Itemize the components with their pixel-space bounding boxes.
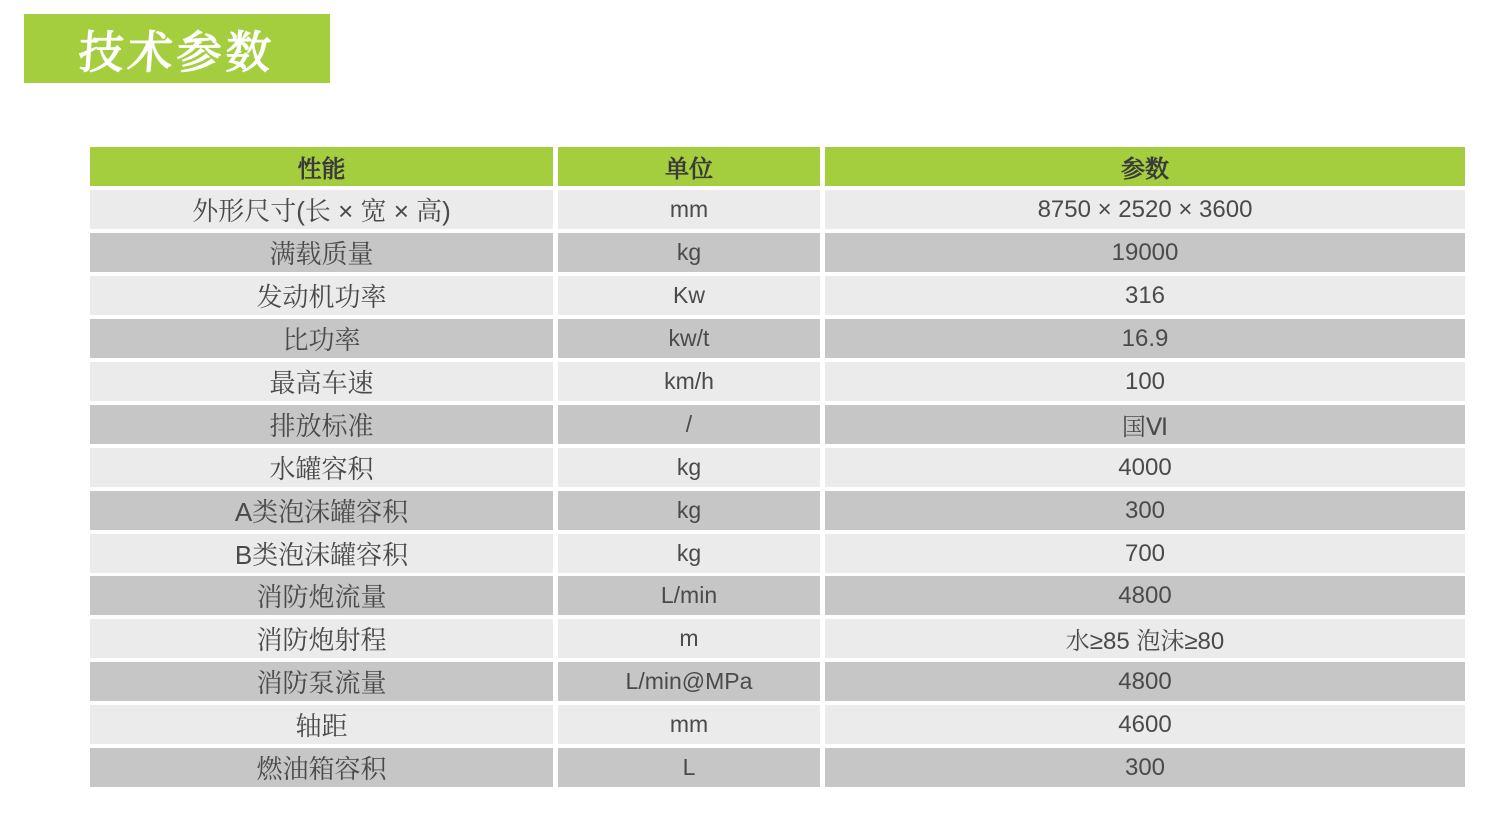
row-value-cell: 19000 [825, 233, 1465, 272]
row-unit-cell: kg [558, 233, 820, 272]
row-value-cell: 300 [825, 491, 1465, 530]
row-name-cell: 消防炮射程 [90, 619, 553, 658]
row-name-cell: 排放标准 [90, 405, 553, 444]
column-header-unit: 单位 [558, 147, 820, 186]
row-value-cell: 8750 × 2520 × 3600 [825, 190, 1465, 229]
row-name-cell: A类泡沫罐容积 [90, 491, 553, 530]
row-unit-cell: kg [558, 491, 820, 530]
row-value-cell: 国Ⅵ [825, 405, 1465, 444]
row-name-cell: 发动机功率 [90, 276, 553, 315]
row-value-cell: 水≥85 泡沫≥80 [825, 619, 1465, 658]
row-unit-cell: kw/t [558, 319, 820, 358]
row-value-cell: 4800 [825, 662, 1465, 701]
row-unit-cell: mm [558, 190, 820, 229]
row-unit-cell: kg [558, 448, 820, 487]
row-unit-cell: m [558, 619, 820, 658]
column-header-parameter: 参数 [825, 147, 1465, 186]
row-unit-cell: kg [558, 534, 820, 573]
spec-table-section-1 [90, 147, 1465, 573]
row-name-cell: 最高车速 [90, 362, 553, 401]
row-unit-cell: mm [558, 705, 820, 744]
row-name-cell: 水罐容积 [90, 448, 553, 487]
page-title: 技术参数 [76, 27, 277, 78]
row-value-cell: 700 [825, 534, 1465, 573]
row-value-cell: 4600 [825, 705, 1465, 744]
spec-table-section-2 [90, 576, 1465, 787]
row-value-cell: 4000 [825, 448, 1465, 487]
row-name-cell: 外形尺寸(长 × 宽 × 高) [90, 190, 553, 229]
row-name-cell: 轴距 [90, 705, 553, 744]
row-value-cell: 4800 [825, 576, 1465, 615]
column-header-performance: 性能 [90, 147, 553, 186]
title-block [24, 14, 330, 83]
row-value-cell: 100 [825, 362, 1465, 401]
row-name-cell: 消防泵流量 [90, 662, 553, 701]
row-unit-cell: L/min@MPa [558, 662, 820, 701]
row-name-cell: 燃油箱容积 [90, 748, 553, 787]
row-unit-cell: Kw [558, 276, 820, 315]
row-name-cell: B类泡沫罐容积 [90, 534, 553, 573]
row-name-cell: 满载质量 [90, 233, 553, 272]
row-value-cell: 300 [825, 748, 1465, 787]
row-value-cell: 16.9 [825, 319, 1465, 358]
row-unit-cell: L [558, 748, 820, 787]
row-unit-cell: km/h [558, 362, 820, 401]
row-name-cell: 消防炮流量 [90, 576, 553, 615]
row-value-cell: 316 [825, 276, 1465, 315]
row-name-cell: 比功率 [90, 319, 553, 358]
row-unit-cell: / [558, 405, 820, 444]
row-unit-cell: L/min [558, 576, 820, 615]
